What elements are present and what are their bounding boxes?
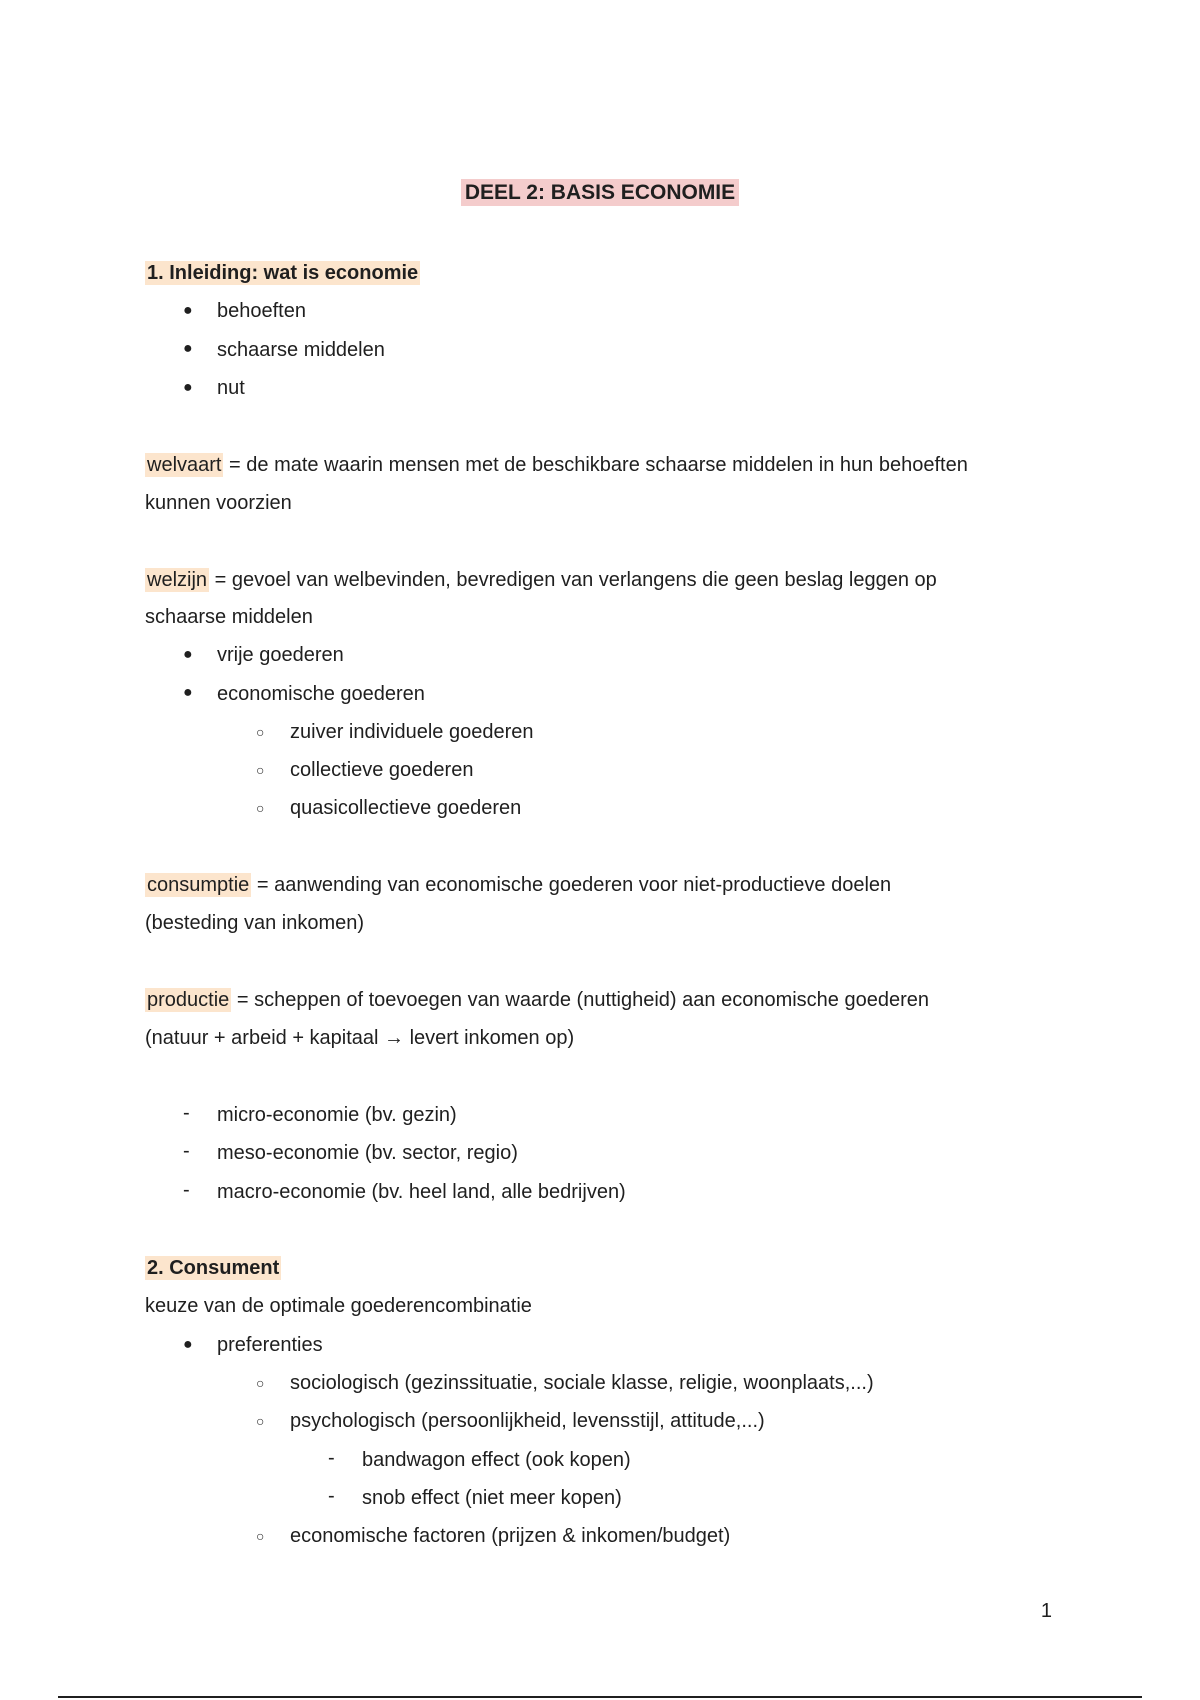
definition-continuation: schaarse middelen — [145, 606, 313, 628]
page-number: 1 — [1040, 1600, 1052, 1622]
list-item: meso-economie (bv. sector, regio) — [217, 1142, 518, 1164]
definition-consumptie: consumptie = aanwending van economische goederen voor niet-productieve doelen — [147, 874, 892, 896]
dash-bullet-icon: - — [183, 1140, 190, 1162]
list-item: preferenties — [217, 1334, 323, 1356]
bullet-icon: ● — [183, 340, 193, 357]
circle-bullet-icon: ○ — [256, 1413, 265, 1429]
definition-welvaart: welvaart = de mate waarin mensen met de beschikbare schaarse middelen in hun behoeften — [147, 454, 968, 476]
sub-list-item: sociologisch (gezinssituatie, sociale klasse, religie, woonplaats,...) — [290, 1372, 874, 1394]
dash-bullet-icon: - — [328, 1485, 335, 1507]
list-item: behoeften — [217, 300, 306, 322]
definition-continuation: (natuur + arbeid + kapitaal → levert inkomen op) — [145, 1027, 575, 1049]
dash-bullet-icon: - — [183, 1179, 190, 1201]
definition-productie: productie = scheppen of toevoegen van waarde (nuttigheid) aan economische goederen — [147, 989, 929, 1011]
bullet-icon: ● — [183, 302, 193, 319]
sub-list-item: economische factoren (prijzen & inkomen/budget) — [290, 1525, 731, 1547]
list-item: nut — [217, 377, 245, 399]
dash-bullet-icon: - — [183, 1102, 190, 1124]
circle-bullet-icon: ○ — [256, 762, 265, 778]
term-highlight: productie — [147, 989, 230, 1011]
term-highlight: consumptie — [147, 874, 250, 896]
sub-sub-list-item: bandwagon effect (ook kopen) — [362, 1449, 631, 1471]
title-wrap — [0, 181, 1200, 205]
list-item: vrije goederen — [217, 644, 344, 666]
dash-bullet-icon: - — [328, 1447, 335, 1469]
circle-bullet-icon: ○ — [256, 724, 265, 740]
bullet-icon: ● — [183, 684, 193, 701]
definition-welzijn: welzijn = gevoel van welbevinden, bevredigen van verlangens die geen beslag leggen op — [147, 569, 937, 591]
circle-bullet-icon: ○ — [256, 800, 265, 816]
sub-list-item: quasicollectieve goederen — [290, 797, 522, 819]
definition-continuation: (besteding van inkomen) — [145, 912, 365, 934]
sub-list-item: collectieve goederen — [290, 759, 474, 781]
sub-list-item: psychologisch (persoonlijkheid, levensstijl, attitude,...) — [290, 1410, 765, 1432]
list-item: micro-economie (bv. gezin) — [217, 1104, 457, 1126]
bottom-divider — [58, 1696, 1142, 1698]
definition-continuation: kunnen voorzien — [145, 492, 292, 514]
bullet-icon: ● — [183, 379, 193, 396]
sub-sub-list-item: snob effect (niet meer kopen) — [362, 1487, 622, 1509]
circle-bullet-icon: ○ — [256, 1375, 265, 1391]
sub-list-item: zuiver individuele goederen — [290, 721, 534, 743]
section2-heading: 2. Consument — [147, 1257, 280, 1279]
bullet-icon: ● — [183, 1336, 193, 1353]
list-item: economische goederen — [217, 683, 425, 705]
term-highlight: welvaart — [147, 454, 222, 476]
circle-bullet-icon: ○ — [256, 1528, 265, 1544]
document-title: DEEL 2: BASIS ECONOMIE — [461, 179, 739, 206]
list-item: schaarse middelen — [217, 339, 385, 361]
section1-heading: 1. Inleiding: wat is economie — [147, 262, 419, 284]
term-highlight: welzijn — [147, 569, 208, 591]
section2-intro: keuze van de optimale goederencombinatie — [145, 1295, 532, 1317]
bullet-icon: ● — [183, 646, 193, 663]
list-item: macro-economie (bv. heel land, alle bedrijven) — [217, 1181, 626, 1203]
